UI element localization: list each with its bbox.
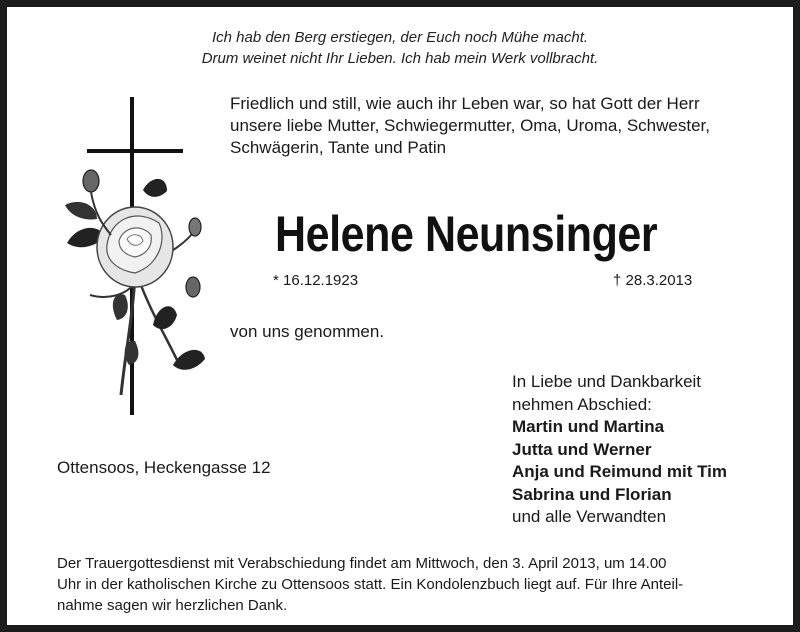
mourner-name: Martin und Martina (512, 417, 665, 436)
mourners-line-1: In Liebe und Dankbarkeit (512, 372, 702, 391)
service-line-3: nahme sagen wir herzlichen Dank. (57, 597, 288, 614)
service-line-1: Der Trauergottesdienst mit Verabschiedung findet am Mittwoch, den 3. April 2013, um 14.00 (57, 555, 667, 572)
cross-rose-icon (55, 95, 215, 425)
intro-line-3: Schwägerin, Tante und Patin (230, 138, 447, 157)
mourners-block (512, 371, 727, 529)
mourners-line-2: nehmen Abschied: (512, 394, 652, 414)
service-info (57, 553, 764, 616)
taken-text: von uns genommen. (230, 322, 385, 341)
poem-line-2: Drum weinet nicht Ihr Lieben. Ich hab mein Werk vollbracht. (201, 50, 599, 67)
poem-line-1: Ich hab den Berg erstiegen, der Euch noch Mühe macht. (211, 29, 589, 46)
intro-line-2: unsere liebe Mutter, Schwiegermutter, Oma, Uroma, Schwester, (230, 116, 710, 135)
birth-date: * 16.12.1923 (273, 272, 359, 289)
mourner-name: Anja und Reimund mit Tim (512, 462, 728, 481)
mourners-closing: und alle Verwandten (512, 507, 667, 526)
address: Ottensoos, Heckengasse 12 (57, 458, 271, 477)
mourner-name: Jutta und Werner (512, 439, 652, 459)
intro-line-1: Friedlich und still, wie auch ihr Leben war, so hat Gott der Herr (230, 94, 700, 113)
mourner-name: Sabrina und Florian (512, 484, 672, 504)
service-line-2: Uhr in der katholischen Kirche zu Ottensoos statt. Ein Kondolenzbuch liegt auf. Für Ihre Anteil- (57, 576, 684, 593)
death-date: † 28.3.2013 (613, 272, 693, 289)
deceased-name: Helene Neunsinger (275, 206, 658, 262)
